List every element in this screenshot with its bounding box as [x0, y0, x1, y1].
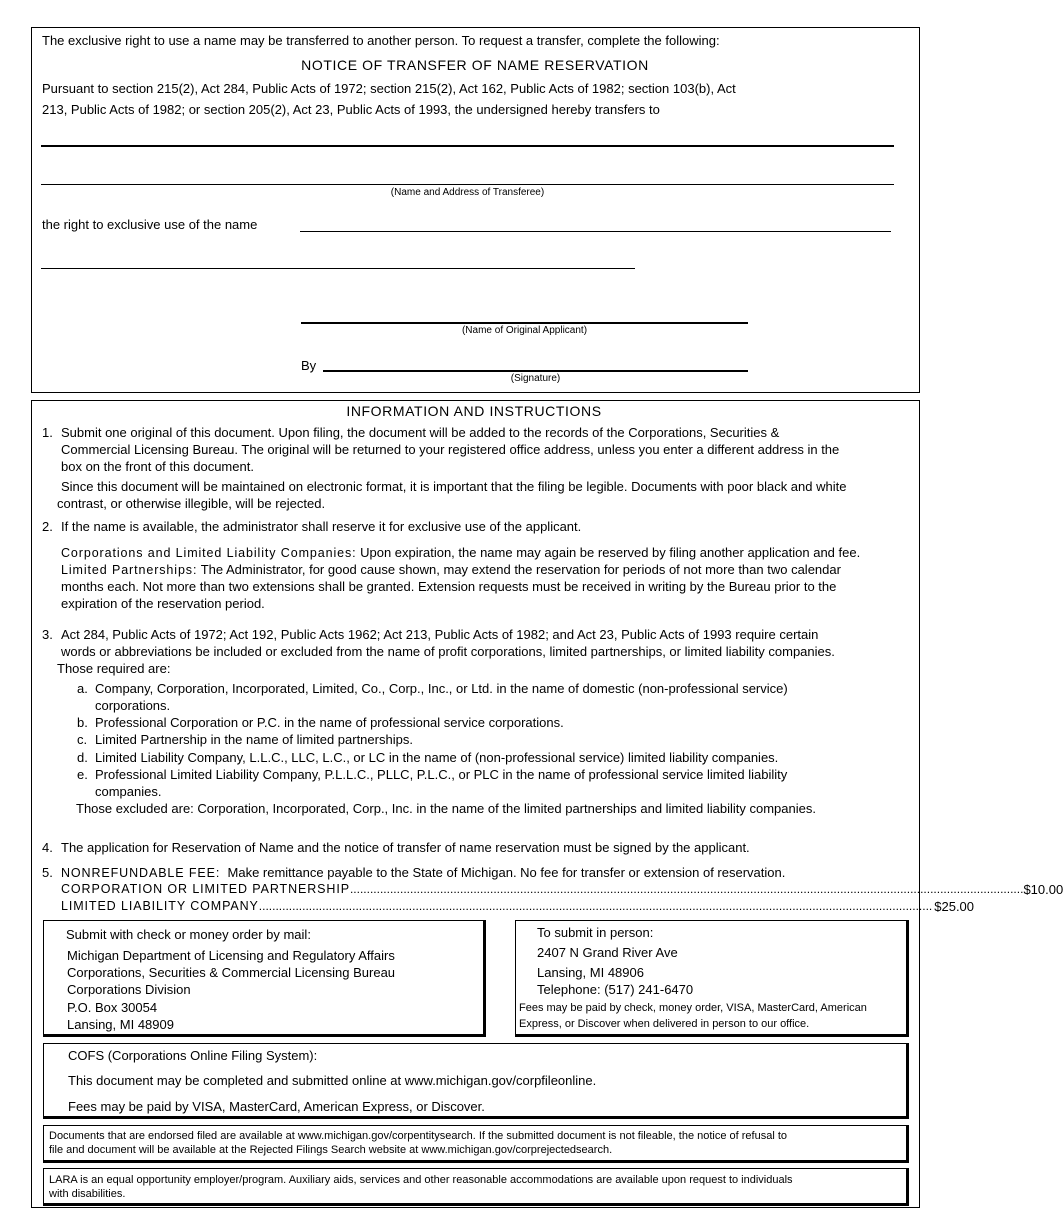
mail-line-1: Michigan Department of Licensing and Regulatory Affairs — [67, 948, 395, 963]
item-1-line-2: Commercial Licensing Bureau. The original will be returned to your registered office address, unless you enter a different address in the — [61, 442, 840, 457]
item-2-number: 2. — [42, 519, 53, 534]
by-label: By — [301, 358, 317, 373]
in-person-note-2: Express, or Discover when delivered in person to our office. — [519, 1018, 810, 1030]
mail-line-4: P.O. Box 30054 — [67, 1000, 158, 1015]
sub-d-text: Limited Liability Company, L.L.C., LLC, L.C., or LC in the name of (non-professional service) limited liability companies. — [95, 750, 779, 765]
fee-llc-leader: .......................................................................................................................................................................................................... — [258, 899, 933, 913]
in-person-line-1: 2407 N Grand River Ave — [537, 945, 678, 960]
fee-llc-amount: $25.00 — [934, 899, 975, 914]
name-line-continued[interactable] — [41, 268, 635, 269]
endorsed-line-1: Documents that are endorsed filed are available at www.michigan.gov/corpentitysearch. If the submitted document is not fileable, the notice of refusal to — [49, 1130, 788, 1142]
sub-e-line-2: companies. — [95, 784, 162, 799]
nonrefundable-fee-label: NONREFUNDABLE FEE: — [61, 866, 221, 880]
item-1b-line-1: Since this document will be maintained on electronic format, it is important that the filing be legible. Documents with poor black and white — [61, 479, 847, 494]
notice-title: NOTICE OF TRANSFER OF NAME RESERVATION — [301, 57, 649, 73]
transferee-caption: (Name and Address of Transferee) — [390, 187, 545, 198]
transferee-line-2[interactable] — [41, 184, 894, 185]
excluded-text: Those excluded are: Corporation, Incorporated, Corp., Inc. in the name of the limited partnerships and limited liability companies. — [76, 801, 816, 816]
item-2-line-4: months each. Not more than two extensions shall be granted. Extension requests must be received in writing by the Bureau prior to the — [61, 579, 837, 594]
fee-corporation-amount: $10.00 — [1023, 882, 1063, 897]
cofs-line-1: This document may be completed and submitted online at www.michigan.gov/corpfileonline. — [68, 1073, 597, 1088]
item-2-corporations — [61, 544, 860, 562]
pursuant-line-1: Pursuant to section 215(2), Act 284, Public Acts of 1972; section 215(2), Act 162, Public Acts of 1982; section 103(b), Act — [42, 81, 736, 96]
original-applicant-line[interactable] — [301, 322, 748, 324]
name-line[interactable] — [300, 231, 891, 232]
sub-b-label: b. — [77, 715, 88, 730]
item-2-line-1: If the name is available, the administrator shall reserve it for exclusive use of the applicant. — [61, 519, 582, 534]
item-5-line — [61, 864, 785, 882]
item-5-number: 5. — [42, 865, 53, 880]
corporations-llc-text: Upon expiration, the name may again be reserved by filing another application and fee. — [356, 545, 861, 560]
mail-line-3: Corporations Division — [67, 982, 191, 997]
item-3-line-1: Act 284, Public Acts of 1972; Act 192, Public Acts 1962; Act 213, Public Acts of 1982; and Act 23, Public Acts of 1993 require certain — [61, 627, 819, 642]
in-person-line-3: Telephone: (517) 241-6470 — [537, 982, 694, 997]
sub-a-line-1: Company, Corporation, Incorporated, Limited, Co., Corp., Inc., or Ltd. in the name of domestic (non-professional service) — [95, 681, 788, 696]
sub-e-line-1: Professional Limited Liability Company, P.L.L.C., PLLC, P.L.C., or PLC in the name of professional service limited liability — [95, 767, 788, 782]
item-2-line-5: expiration of the reservation period. — [61, 596, 265, 611]
item-4-text: The application for Reservation of Name and the notice of transfer of name reservation must be signed by the applicant. — [61, 840, 750, 855]
item-3-line-3: Those required are: — [57, 661, 171, 676]
corporations-llc-label: Corporations and Limited Liability Companies: — [61, 546, 357, 560]
mail-heading: Submit with check or money order by mail: — [66, 927, 311, 942]
item-1-line-3: box on the front of this document. — [61, 459, 254, 474]
item-2-limited-partnerships — [61, 561, 841, 579]
limited-partnerships-label: Limited Partnerships: — [61, 563, 198, 577]
cofs-heading: COFS (Corporations Online Filing System): — [68, 1048, 318, 1063]
in-person-line-2: Lansing, MI 48906 — [537, 965, 644, 980]
fee-row-llc — [61, 898, 975, 915]
item-3-line-2: words or abbreviations be included or excluded from the name of profit corporations, limited partnerships, or limited liability companies. — [61, 644, 835, 659]
item-1b-line-2: contrast, or otherwise illegible, will be rejected. — [57, 496, 326, 511]
in-person-note-1: Fees may be paid by check, money order, VISA, MasterCard, American — [519, 1002, 867, 1014]
item-4-number: 4. — [42, 840, 53, 855]
in-person-heading: To submit in person: — [537, 925, 654, 940]
transfer-intro: The exclusive right to use a name may be transferred to another person. To request a transfer, complete the following: — [42, 33, 720, 48]
nonrefundable-fee-text: Make remittance payable to the State of Michigan. No fee for transfer or extension of reservation. — [220, 865, 786, 880]
fee-llc-label: LIMITED LIABILITY COMPANY — [61, 899, 259, 913]
limited-partnerships-text: The Administrator, for good cause shown, may extend the reservation for periods of not more than two calendar — [197, 562, 841, 577]
sub-d-label: d. — [77, 750, 88, 765]
lara-line-2: with disabilities. — [49, 1188, 126, 1200]
transferee-line-1[interactable] — [41, 145, 894, 147]
item-3-number: 3. — [42, 627, 53, 642]
mail-line-5: Lansing, MI 48909 — [67, 1017, 174, 1032]
signature-line[interactable] — [323, 370, 748, 372]
sub-e-label: e. — [77, 767, 88, 782]
cofs-line-2: Fees may be paid by VISA, MasterCard, American Express, or Discover. — [68, 1099, 485, 1114]
signature-caption: (Signature) — [510, 373, 561, 384]
sub-c-label: c. — [77, 732, 88, 747]
item-1-line-1: Submit one original of this document. Upon filing, the document will be added to the records of the Corporations, Securities & — [61, 425, 780, 440]
sub-a-label: a. — [77, 681, 88, 696]
fee-row-corporation — [61, 881, 1063, 898]
fee-corporation-label: CORPORATION OR LIMITED PARTNERSHIP — [61, 882, 350, 896]
sub-a-line-2: corporations. — [95, 698, 171, 713]
info-title: INFORMATION AND INSTRUCTIONS — [346, 403, 602, 419]
mail-line-2: Corporations, Securities & Commercial Licensing Bureau — [67, 965, 396, 980]
lara-line-1: LARA is an equal opportunity employer/program. Auxiliary aids, services and other reasonable accommodations are available upon request to individuals — [49, 1174, 793, 1186]
endorsed-line-2: file and document will be available at the Rejected Filings Search website at www.michigan.gov/corprejectedsearch. — [49, 1144, 613, 1156]
sub-c-text: Limited Partnership in the name of limited partnerships. — [95, 732, 413, 747]
fee-corporation-leader: .......................................................................................................................................................................................................... — [349, 882, 1024, 896]
item-1-number: 1. — [42, 425, 53, 440]
right-label: the right to exclusive use of the name — [42, 217, 258, 232]
sub-b-text: Professional Corporation or P.C. in the name of professional service corporations. — [95, 715, 564, 730]
original-applicant-caption: (Name of Original Applicant) — [461, 325, 588, 336]
pursuant-line-2: 213, Public Acts of 1982; or section 205(2), Act 23, Public Acts of 1993, the undersigned hereby transfers to — [42, 102, 660, 117]
